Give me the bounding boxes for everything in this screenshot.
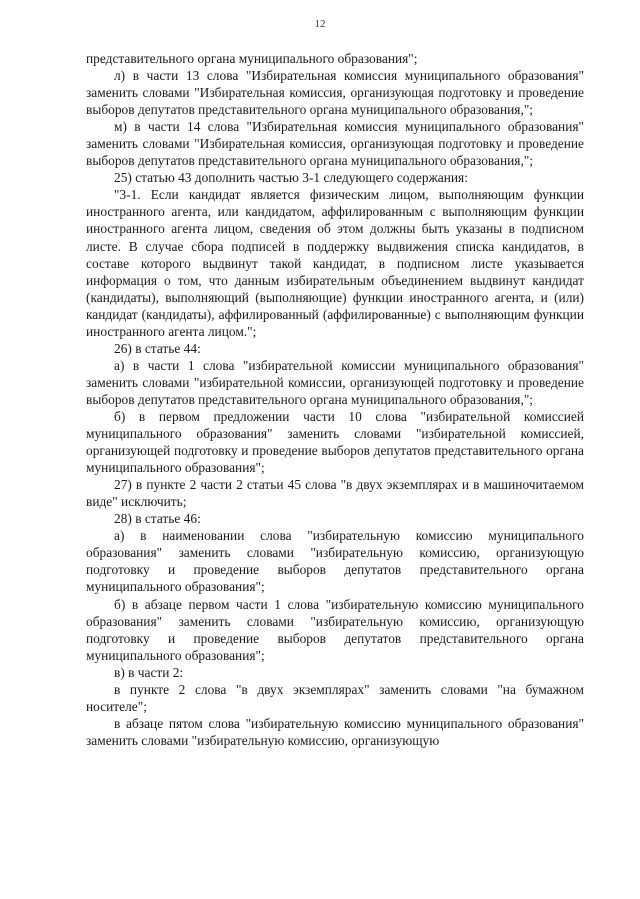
paragraph-item-m: м) в части 14 слова "Избирательная комиссия муниципального образования" заменить словами "Избирательная комиссия, организующая подготовку и проведение выборов депутатов представительного органа муниципального образования,";: [86, 119, 584, 169]
paragraph-item-28: 28) в статье 46:: [114, 511, 201, 527]
paragraph-item-28v-para5: в абзаце пятом слова "избирательную комиссию муниципального образования" заменить словами "избирательную комиссию, организующую: [86, 715, 584, 748]
paragraph-quote-3-1: "3-1. Если кандидат является физическим лицом, выполняющим функции иностранного агента, или кандидатом, аффилированным с выполняющим функции иностранного агента лицом, сведения об этом должны быть указаны в подписном листе. В случае сбора подписей в поддержку выдвижения списка кандидатов, в составе которого выдвинут такой кандидат, в подписном листе указывается информация о том, что данным избирательным объединением выдвинут кандидат (кандидаты), выполняющий (выполняющие) функции иностранного агента, и (или) кандидат (кандидаты), аффилированный (аффилированные) с выполняющим функции иностранного агента лицом.";: [86, 187, 584, 339]
page-number: 12: [314, 18, 326, 30]
paragraph-item-27: 27) в пункте 2 части 2 статьи 45 слова "в двух экземплярах и в машиночитаемом виде" исключить;: [86, 477, 584, 510]
paragraph-item-28v-point2: в пункте 2 слова "в двух экземплярах" заменить словами "на бумажном носителе";: [86, 681, 584, 714]
paragraph-item-28v: в) в части 2:: [114, 664, 184, 680]
paragraph-item-28b: б) в абзаце первом части 1 слова "избирательную комиссию муниципального образования" заменить словами "избирательную комиссию, организующую подготовку и проведение выборов депутатов представительного органа муниципального образования";: [86, 596, 584, 663]
paragraph-item-26: 26) в статье 44:: [114, 340, 201, 356]
document-body: [86, 50, 584, 749]
paragraph-item-26a: а) в части 1 слова "избирательной комиссии муниципального образования" заменить словами "избирательной комиссии, организующей подготовку и проведение выборов депутатов представительного органа муниципального образования,";: [86, 357, 584, 407]
paragraph-item-l: л) в части 13 слова "Избирательная комиссия муниципального образования" заменить словами "Избирательная комиссия, организующая подготовку и проведение выборов депутатов представительного органа муниципального образования,";: [86, 68, 584, 118]
paragraph-continuation: представительного органа муниципального образования";: [86, 51, 418, 66]
paragraph-item-28a: а) в наименовании слова "избирательную комиссию муниципального образования" заменить словами "избирательную комиссию, организующую подготовку и проведение выборов депутатов представительного органа муниципального образования";: [86, 528, 584, 595]
paragraph-item-25: 25) статью 43 дополнить частью 3-1 следующего содержания:: [114, 170, 468, 186]
paragraph-item-26b: б) в первом предложении части 10 слова "избирательной комиссией муниципального образования" заменить словами "избирательной комиссией, организующей подготовку и проведение выборов депутатов представительного органа муниципального образования";: [86, 408, 584, 476]
